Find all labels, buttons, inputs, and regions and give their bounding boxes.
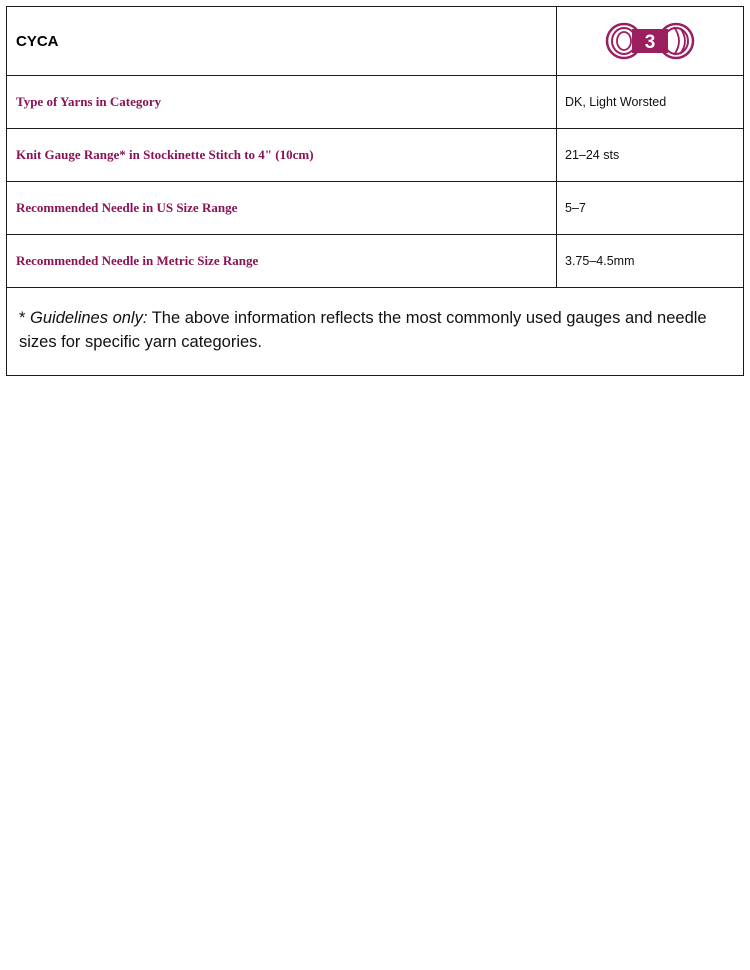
row-label-metric-needle: Recommended Needle in Metric Size Range	[7, 235, 557, 287]
yarn-weight-symbol	[604, 21, 696, 61]
table-title: CYCA	[7, 7, 557, 75]
row-label-knit-gauge: Knit Gauge Range* in Stockinette Stitch to 4" (10cm)	[7, 129, 557, 181]
table-header-row	[7, 7, 743, 76]
row-value-yarn-type: DK, Light Worsted	[565, 95, 667, 109]
yarn-skein-icon	[557, 7, 743, 75]
table-row	[7, 76, 743, 129]
guidelines-note	[7, 288, 743, 375]
note-asterisk: *	[19, 309, 31, 327]
note-text: The above information reflects the most commonly used gauges and needle sizes for specific yarn categories.	[19, 309, 707, 351]
table-row	[7, 182, 743, 235]
weight-number: 3	[644, 32, 656, 53]
row-label-yarn-type: Type of Yarns in Category	[7, 76, 557, 128]
cyca-yarn-weight-table	[6, 6, 744, 376]
table-row	[7, 235, 743, 288]
row-value-metric-needle: 3.75–4.5mm	[565, 254, 635, 268]
table-row	[7, 129, 743, 182]
row-value-knit-gauge: 21–24 sts	[565, 148, 620, 162]
note-emphasis: Guidelines only:	[30, 309, 148, 327]
row-value-us-needle: 5–7	[565, 201, 586, 215]
row-label-us-needle: Recommended Needle in US Size Range	[7, 182, 557, 234]
